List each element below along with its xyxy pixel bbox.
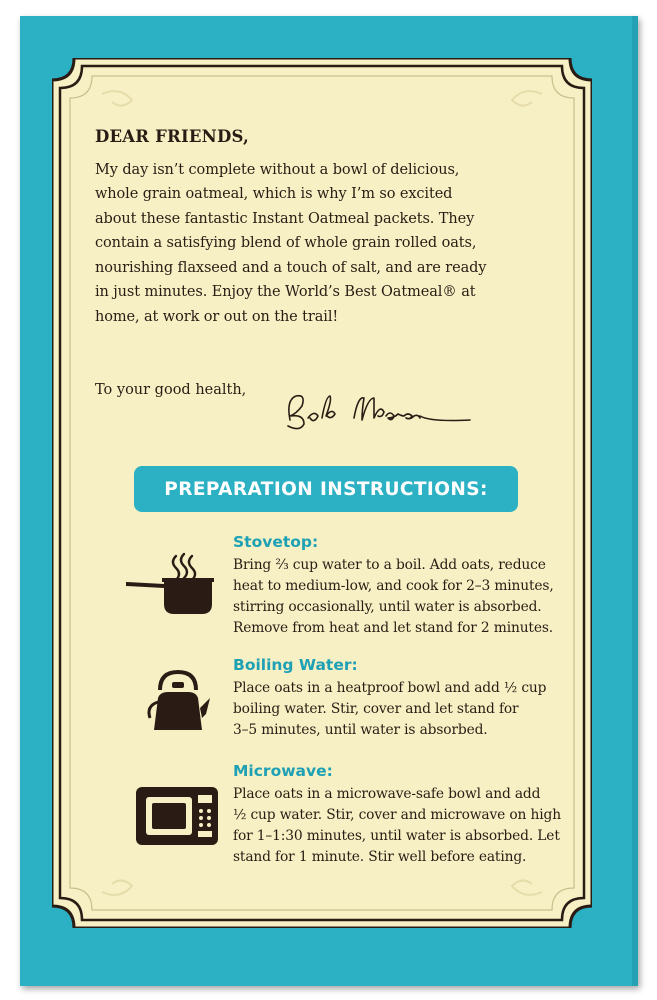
signature-image	[282, 388, 472, 432]
letter-line: My day isn’t complete without a bowl of delicious,	[95, 161, 460, 178]
greeting: DEAR FRIENDS,	[95, 127, 249, 146]
package-side-edge	[632, 16, 638, 986]
method-title-microwave: Microwave:	[233, 762, 333, 780]
letter-line: home, at work or out on the trail!	[95, 308, 339, 325]
method-text-microwave: Place oats in a microwave-safe bowl and add ½ cup water. Stir, cover and microwave on high for 1–1:30 minutes, until water is absorbed. Let stand for 1 minute. Stir well before eating.	[233, 786, 561, 865]
letter-line: about these fantastic Instant Oatmeal packets. They	[95, 210, 475, 227]
preparation-banner: PREPARATION INSTRUCTIONS:	[134, 466, 518, 512]
method-title-stovetop: Stovetop:	[233, 533, 319, 551]
letter-line: whole grain oatmeal, which is why I’m so excited	[95, 186, 453, 202]
closing: To your good health,	[95, 382, 247, 398]
microwave-icon	[134, 785, 220, 847]
letter-text	[95, 125, 565, 329]
method-text-stovetop: Bring ⅔ cup water to a boil. Add oats, reduce heat to medium-low, and cook for 2–3 minutes, stirring occasionally, until water is absorbed. Remove from heat and let stand for 2 minutes.	[233, 557, 554, 636]
letter-line: contain a satisfying blend of whole grain rolled oats,	[95, 235, 477, 251]
method-text-boiling-water: Place oats in a heatproof bowl and add ½ cup boiling water. Stir, cover and let stand for 3–5 minutes, until water is absorbed.	[233, 680, 547, 738]
kettle-icon	[144, 668, 210, 734]
letter-line: nourishing flaxseed and a touch of salt, and are ready	[95, 259, 487, 276]
letter-line: in just minutes. Enjoy the World’s Best Oatmeal® at	[95, 284, 476, 300]
saucepan-icon	[124, 552, 216, 618]
method-title-boiling-water: Boiling Water:	[233, 656, 358, 674]
